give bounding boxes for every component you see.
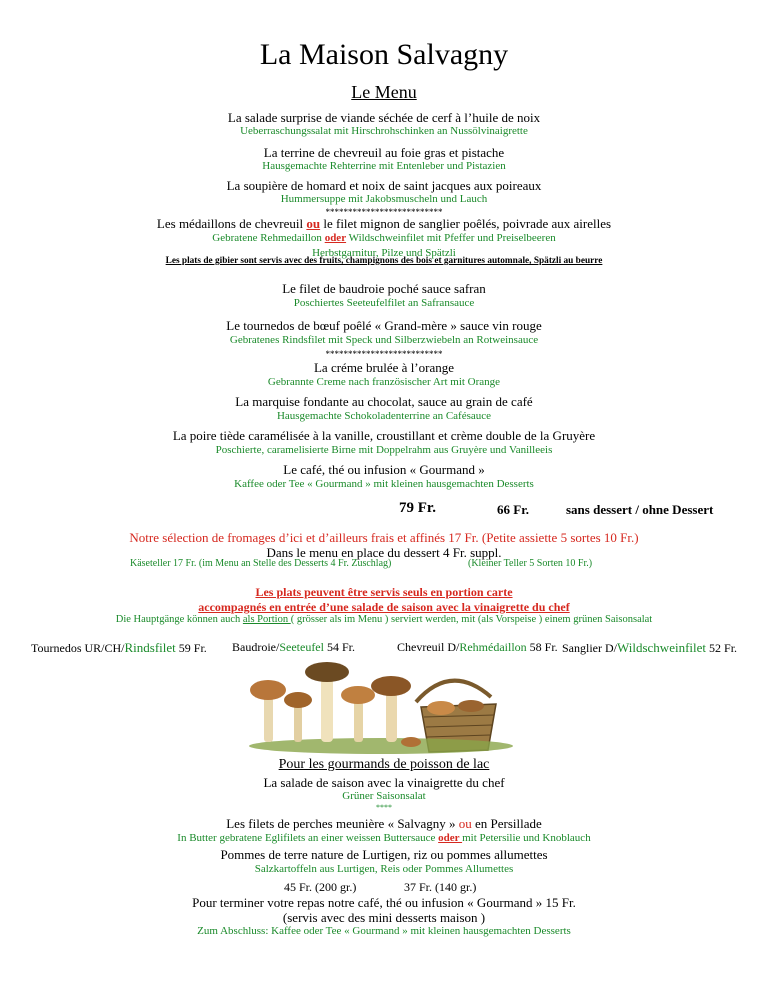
- carte-item-fr: Chevreuil D/: [397, 640, 460, 654]
- menu-price-reduced-note: sans dessert / ohne Dessert: [566, 502, 714, 517]
- fish-salad-fr: La salade de saison avec la vinaigrette du chef: [263, 775, 505, 790]
- main-2-de: Poschiertes Seeteufelfilet an Safransauce: [293, 297, 475, 309]
- separator-stars: **************************: [325, 349, 443, 359]
- fish-main-de-part: mit Petersilie und Knoblauch: [462, 832, 591, 844]
- fish-main-fr-part: en Persillade: [471, 816, 542, 831]
- main-1-de-or: oder: [324, 232, 347, 244]
- fish-separator: ****: [376, 803, 392, 812]
- starter-2-fr: La terrine de chevreuil au foie gras et pistache: [263, 145, 505, 160]
- mushroom-cap: [250, 680, 286, 700]
- carte-item-de: Rehmédaillon: [459, 640, 527, 654]
- main-2-fr: Le filet de baudroie poché sauce safran: [282, 281, 486, 296]
- dessert-3-de: Poschierte, caramelisierte Birne mit Doppelrahm aus Gruyère und Vanilleeis: [215, 444, 553, 456]
- mushroom-cap: [305, 662, 349, 682]
- portion-note-1: Les plats peuvent être servis seuls en portion carte: [255, 585, 513, 599]
- starter-1-de: Ueberraschungssalat mit Hirschrohschinken an Nussölvinaigrette: [240, 125, 528, 137]
- carte-item-chevreuil: [397, 640, 558, 655]
- mushroom-cap: [371, 676, 411, 696]
- main-1-de-part: Gebratene Rehmedaillon: [212, 232, 325, 244]
- separator-stars: **************************: [325, 207, 443, 217]
- carte-item-de: Rindsfilet: [124, 640, 176, 655]
- carte-item-price: 59 Fr.: [175, 641, 207, 655]
- dessert-1-de: Gebrannte Creme nach französischer Art mit Orange: [267, 376, 501, 388]
- coffee-offer-fr: Pour terminer votre repas notre café, thé ou infusion « Gourmand » 15 Fr.: [192, 895, 576, 910]
- carte-item-price: 58 Fr.: [526, 640, 558, 654]
- main-1-de: [0, 232, 768, 244]
- game-dishes-note: Les plats de gibier sont servis avec des fruits, champignons des bois et garnitures automnale, Spätzli au beurre: [165, 256, 603, 266]
- menu-price-reduced: 66 Fr.: [497, 502, 530, 517]
- portion-de-part: Die Hauptgänge können auch: [115, 614, 243, 625]
- cheese-fr-supplement: Dans le menu en place du dessert 4 Fr. suppl.: [266, 545, 502, 560]
- fish-salad-de: Grüner Saisonsalat: [342, 790, 426, 802]
- carte-item-tournedos: [31, 640, 207, 656]
- dessert-3-fr: La poire tiède caramélisée à la vanille, croustillant et crème double de la Gruyère: [172, 428, 596, 443]
- dessert-1-fr: La créme brulée à l’orange: [313, 360, 455, 375]
- main-1-fr-part: le filet mignon de sanglier poêlés, poivrade aux airelles: [320, 216, 612, 231]
- carte-item-sanglier: [562, 640, 737, 656]
- carte-item-fr: Tournedos UR/CH/: [31, 641, 125, 655]
- carte-item-price: 52 Fr.: [706, 641, 738, 655]
- carte-item-baudroie: [232, 640, 355, 655]
- portion-de-underlined: als Portion: [242, 614, 291, 625]
- menu-price-full: 79 Fr.: [399, 500, 436, 516]
- ground: [249, 738, 513, 754]
- mushroom-cap: [284, 692, 312, 708]
- fish-main-fr-or: ou: [458, 816, 472, 831]
- main-3-de: Gebratenes Rindsfilet mit Speck und Silberzwiebeln an Rotweinsauce: [229, 334, 539, 346]
- fish-main-de: [0, 832, 768, 844]
- mushroom-cap: [401, 737, 421, 747]
- main-1-fr: [0, 216, 768, 232]
- basket-handle: [416, 681, 491, 702]
- portion-note-2: accompagnés en entrée d’une salade de saison avec la vinaigrette du chef: [198, 600, 570, 614]
- portion-de-part: ( grösser als im Menu ) serviert werden, mit (als Vorspeise ) einem grünen Saisonsalat: [290, 614, 653, 625]
- dessert-4-fr: Le café, thé ou infusion « Gourmand »: [283, 462, 485, 477]
- cheese-de: Käseteller 17 Fr. (im Menu an Stelle des Desserts 4 Fr. Zuschlag): [130, 558, 392, 569]
- carte-item-price: 54 Fr.: [323, 640, 355, 654]
- fish-sides-de: Salzkartoffeln aus Lurtigen, Reis oder Pommes Allumettes: [254, 863, 514, 875]
- carte-item-de: Wildschweinfilet: [617, 640, 707, 655]
- mushroom-cap: [341, 686, 375, 704]
- main-1-fr-part: Les médaillons de chevreuil: [156, 216, 307, 231]
- carte-item-fr: Baudroie/: [232, 640, 280, 654]
- starter-3-de: Hummersuppe mit Jakobsmuscheln und Lauch: [280, 193, 488, 205]
- main-3-fr: Le tournedos de bœuf poêlé « Grand-mère » sauce vin rouge: [226, 318, 542, 333]
- mushroom-cap: [427, 701, 455, 715]
- starter-2-de: Hausgemachte Rehterrine mit Entenleber und Pistazien: [262, 160, 506, 172]
- dessert-2-de: Hausgemachte Schokoladenterrine an Cafésauce: [276, 410, 492, 422]
- fish-main-de-or: oder: [438, 832, 463, 844]
- main-1-de-garnish: Herbstgarnitur, Pilze und Spätzli: [312, 247, 456, 259]
- mushroom-stem: [321, 672, 333, 742]
- fish-price-small: 37 Fr. (140 gr.): [404, 880, 477, 894]
- starter-1-fr: La salade surprise de viande séchée de cerf à l’huile de noix: [227, 110, 541, 125]
- mushroom-illustration: [246, 662, 516, 754]
- fish-main-fr-part: Les filets de perches meunière « Salvagny »: [226, 816, 459, 831]
- fish-main-fr: [0, 816, 768, 832]
- fish-sides-fr: Pommes de terre nature de Lurtigen, riz ou pommes allumettes: [220, 847, 548, 862]
- carte-item-de: Seeteufel: [279, 640, 324, 654]
- main-1-de-part: Wildschweinfilet mit Pfeffer und Preiselbeeren: [346, 232, 556, 244]
- starter-3-fr: La soupière de homard et noix de saint jacques aux poireaux: [226, 178, 542, 193]
- dessert-2-fr: La marquise fondante au chocolat, sauce au grain de café: [235, 394, 533, 409]
- page-title: La Maison Salvagny: [259, 38, 509, 71]
- coffee-offer-fr-note: (servis avec des mini desserts maison ): [282, 910, 486, 925]
- dessert-4-de: Kaffee oder Tee « Gourmand » mit kleinen hausgemachten Desserts: [234, 478, 534, 490]
- fish-heading: Pour les gourmands de poisson de lac: [278, 757, 490, 772]
- coffee-offer-de: Zum Abschluss: Kaffee oder Tee « Gourmand » mit kleinen hausgemachten Desserts: [197, 925, 571, 937]
- page-subtitle: Le Menu: [351, 82, 417, 102]
- cheese-fr: Notre sélection de fromages d’ici et d’ailleurs frais et affinés 17 Fr. (Petite assiette 5 sortes 10 Fr.): [129, 530, 639, 545]
- fish-price-large: 45 Fr. (200 gr.): [284, 880, 357, 894]
- fish-main-de-part: In Butter gebratene Eglifilets an einer weissen Buttersauce: [177, 832, 439, 844]
- portion-note-de: [0, 614, 768, 625]
- main-1-fr-or: ou: [306, 216, 321, 231]
- mushroom-cap: [458, 700, 484, 712]
- carte-item-fr: Sanglier D/: [562, 641, 617, 655]
- cheese-de-small: (Kleiner Teller 5 Sorten 10 Fr.): [468, 558, 593, 569]
